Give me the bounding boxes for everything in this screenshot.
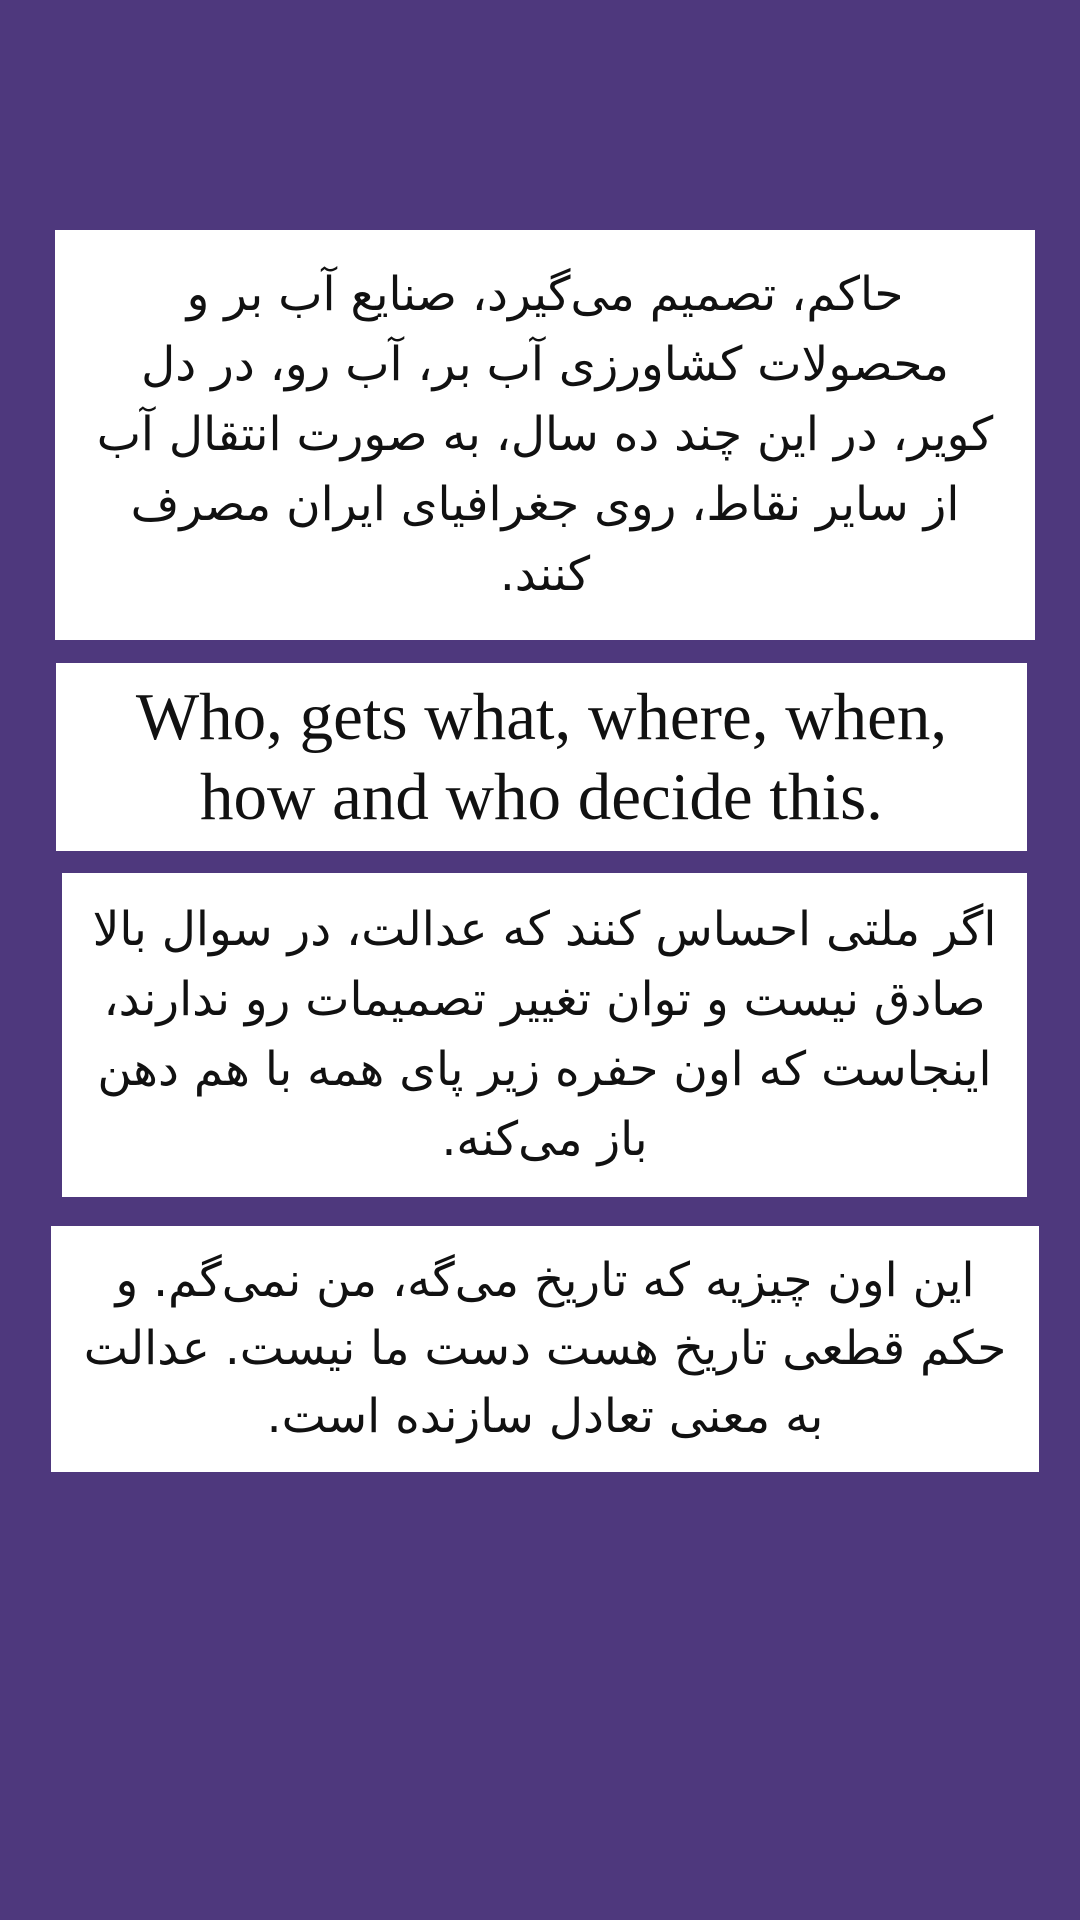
english-quote-text: Who, gets what, where, when, how and who decide this.	[135, 680, 948, 834]
persian-paragraph-2: اگر ملتی احساس کنند که عدالت، در سوال بالا صادق نیست و توان تغییر تصمیمات رو ندارند، اینجاست که اون حفره زیر پای همه با هم دهن باز می‌کنه.	[92, 902, 997, 1167]
persian-text-card-3	[51, 1226, 1039, 1472]
persian-text-card-1	[55, 230, 1035, 640]
english-quote-card	[56, 663, 1027, 851]
persian-text-card-2	[62, 873, 1027, 1197]
persian-paragraph-1: حاکم، تصمیم می‌گیرد، صنایع آب بر و محصولات کشاورزی آب بر، آب رو، در دل کویر، در این چند ده سال، به صورت انتقال آب از سایر نقاط، روی جغرافیای ایران مصرف کنند.	[96, 267, 994, 602]
persian-paragraph-3: این اون چیزیه که تاریخ می‌گه، من نمی‌گم. و حکم قطعی تاریخ هست دست ما نیست. عدالت به معنی تعادل سازنده است.	[83, 1253, 1007, 1444]
